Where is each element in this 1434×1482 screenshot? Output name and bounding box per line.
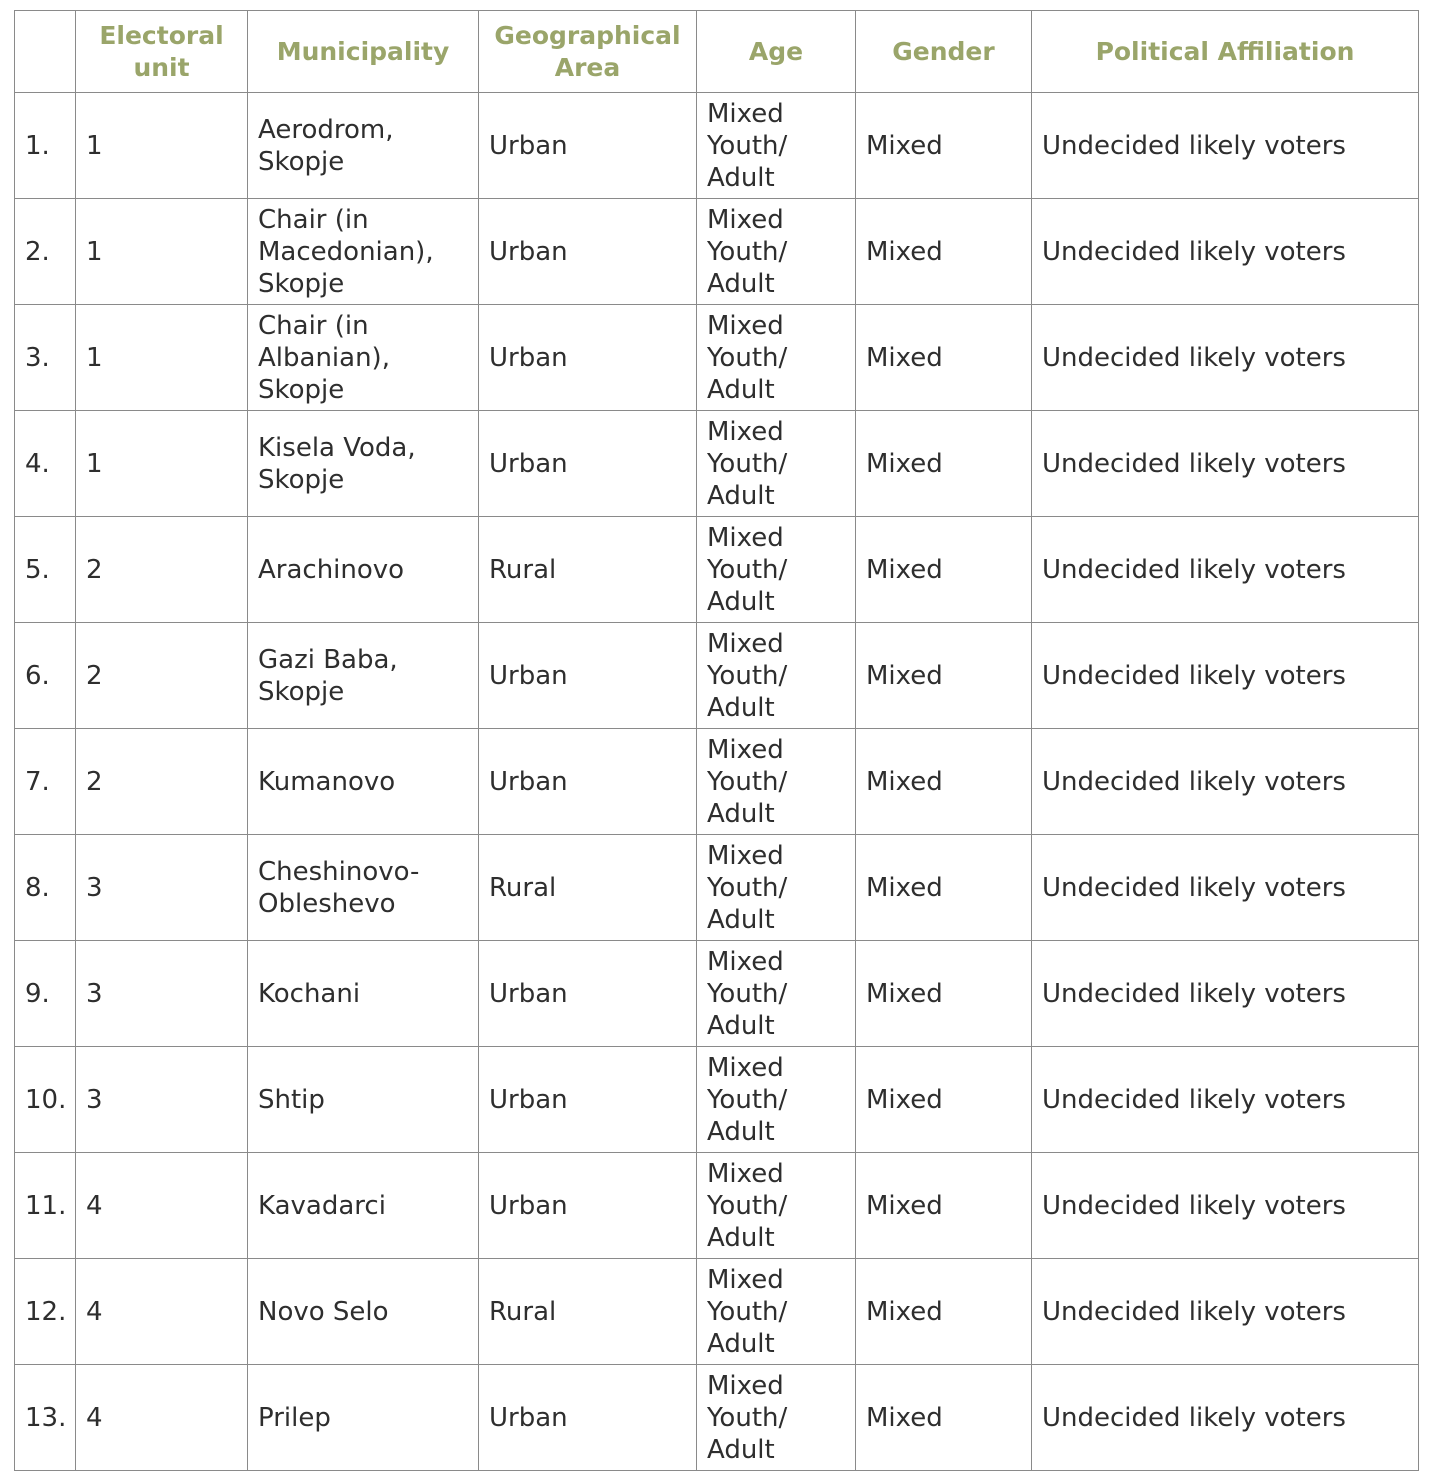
cell-number: 4. [15, 411, 76, 517]
cell-municipality: Kisela Voda, Skopje [248, 411, 479, 517]
table-row [15, 1365, 1419, 1471]
cell-political-affiliation: Undecided likely voters [1032, 517, 1419, 623]
cell-age [697, 1047, 856, 1153]
age-line-3: Adult [707, 904, 775, 935]
age-line-3: Adult [707, 1434, 775, 1465]
cell-number: 8. [15, 835, 76, 941]
cell-geographical-area: Urban [479, 1153, 697, 1259]
table-header-row [15, 11, 1419, 93]
cell-political-affiliation: Undecided likely voters [1032, 305, 1419, 411]
cell-number: 3. [15, 305, 76, 411]
table-row [15, 835, 1419, 941]
cell-gender: Mixed [856, 93, 1032, 199]
age-line-3: Adult [707, 1010, 775, 1041]
cell-municipality: Prilep [248, 1365, 479, 1471]
table-row [15, 941, 1419, 1047]
focus-group-table-container [14, 10, 1418, 1471]
cell-electoral-unit: 4 [76, 1259, 248, 1365]
cell-electoral-unit: 3 [76, 1047, 248, 1153]
cell-age [697, 93, 856, 199]
age-line-2: Youth/ [707, 660, 788, 691]
cell-electoral-unit: 4 [76, 1365, 248, 1471]
cell-political-affiliation: Undecided likely voters [1032, 1259, 1419, 1365]
cell-age [697, 1365, 856, 1471]
table-row [15, 199, 1419, 305]
age-line-1: Mixed [707, 840, 784, 871]
cell-electoral-unit: 3 [76, 941, 248, 1047]
cell-municipality: Shtip [248, 1047, 479, 1153]
cell-gender: Mixed [856, 1047, 1032, 1153]
cell-gender: Mixed [856, 411, 1032, 517]
cell-gender: Mixed [856, 623, 1032, 729]
age-line-3: Adult [707, 268, 775, 299]
age-line-1: Mixed [707, 1264, 784, 1295]
header-municipality: Municipality [248, 11, 479, 93]
header-geographical-area: Geographical Area [479, 11, 697, 93]
cell-electoral-unit: 2 [76, 517, 248, 623]
age-line-3: Adult [707, 162, 775, 193]
cell-geographical-area: Urban [479, 93, 697, 199]
cell-age [697, 1153, 856, 1259]
cell-gender: Mixed [856, 1153, 1032, 1259]
age-line-2: Youth/ [707, 978, 788, 1009]
cell-political-affiliation: Undecided likely voters [1032, 835, 1419, 941]
age-line-3: Adult [707, 798, 775, 829]
age-line-2: Youth/ [707, 1402, 788, 1433]
cell-electoral-unit: 1 [76, 93, 248, 199]
cell-municipality: Kochani [248, 941, 479, 1047]
cell-political-affiliation: Undecided likely voters [1032, 1365, 1419, 1471]
cell-gender: Mixed [856, 729, 1032, 835]
age-line-1: Mixed [707, 1052, 784, 1083]
cell-age [697, 199, 856, 305]
cell-gender: Mixed [856, 199, 1032, 305]
cell-political-affiliation: Undecided likely voters [1032, 941, 1419, 1047]
table-row [15, 93, 1419, 199]
age-line-2: Youth/ [707, 130, 788, 161]
age-line-1: Mixed [707, 310, 784, 341]
cell-gender: Mixed [856, 835, 1032, 941]
header-political-affiliation: Political Affiliation [1032, 11, 1419, 93]
age-line-3: Adult [707, 374, 775, 405]
cell-electoral-unit: 2 [76, 729, 248, 835]
age-line-3: Adult [707, 692, 775, 723]
age-line-1: Mixed [707, 204, 784, 235]
cell-number: 11. [15, 1153, 76, 1259]
cell-municipality: Kavadarci [248, 1153, 479, 1259]
cell-political-affiliation: Undecided likely voters [1032, 729, 1419, 835]
cell-geographical-area: Urban [479, 1047, 697, 1153]
cell-political-affiliation: Undecided likely voters [1032, 623, 1419, 729]
table-row [15, 1047, 1419, 1153]
cell-gender: Mixed [856, 1365, 1032, 1471]
focus-group-table [14, 10, 1419, 1471]
cell-gender: Mixed [856, 1259, 1032, 1365]
cell-geographical-area: Rural [479, 835, 697, 941]
age-line-1: Mixed [707, 416, 784, 447]
table-row [15, 1153, 1419, 1259]
cell-municipality: Chair (in Albanian), Skopje [248, 305, 479, 411]
cell-electoral-unit: 3 [76, 835, 248, 941]
age-line-2: Youth/ [707, 554, 788, 585]
cell-geographical-area: Rural [479, 517, 697, 623]
cell-age [697, 305, 856, 411]
age-line-2: Youth/ [707, 342, 788, 373]
cell-municipality: Arachinovo [248, 517, 479, 623]
cell-number: 1. [15, 93, 76, 199]
header-electoral-unit: Electoral unit [76, 11, 248, 93]
age-line-1: Mixed [707, 734, 784, 765]
cell-gender: Mixed [856, 517, 1032, 623]
table-row [15, 305, 1419, 411]
age-line-2: Youth/ [707, 766, 788, 797]
cell-municipality: Novo Selo [248, 1259, 479, 1365]
table-row [15, 1259, 1419, 1365]
cell-gender: Mixed [856, 305, 1032, 411]
cell-geographical-area: Urban [479, 623, 697, 729]
cell-age [697, 835, 856, 941]
cell-geographical-area: Urban [479, 1365, 697, 1471]
cell-number: 6. [15, 623, 76, 729]
cell-political-affiliation: Undecided likely voters [1032, 93, 1419, 199]
cell-number: 5. [15, 517, 76, 623]
cell-number: 7. [15, 729, 76, 835]
cell-age [697, 1259, 856, 1365]
cell-age [697, 517, 856, 623]
cell-municipality: Kumanovo [248, 729, 479, 835]
age-line-3: Adult [707, 480, 775, 511]
age-line-1: Mixed [707, 98, 784, 129]
age-line-2: Youth/ [707, 1296, 788, 1327]
age-line-1: Mixed [707, 946, 784, 977]
age-line-2: Youth/ [707, 236, 788, 267]
age-line-3: Adult [707, 1116, 775, 1147]
header-number [15, 11, 76, 93]
table-row [15, 729, 1419, 835]
cell-geographical-area: Urban [479, 941, 697, 1047]
age-line-3: Adult [707, 586, 775, 617]
cell-political-affiliation: Undecided likely voters [1032, 411, 1419, 517]
cell-political-affiliation: Undecided likely voters [1032, 1153, 1419, 1259]
cell-number: 9. [15, 941, 76, 1047]
cell-geographical-area: Urban [479, 729, 697, 835]
table-row [15, 411, 1419, 517]
cell-number: 2. [15, 199, 76, 305]
cell-age [697, 411, 856, 517]
cell-number: 10. [15, 1047, 76, 1153]
age-line-3: Adult [707, 1222, 775, 1253]
age-line-1: Mixed [707, 628, 784, 659]
age-line-1: Mixed [707, 1158, 784, 1189]
cell-geographical-area: Rural [479, 1259, 697, 1365]
cell-municipality: Aerodrom, Skopje [248, 93, 479, 199]
age-line-3: Adult [707, 1328, 775, 1359]
cell-gender: Mixed [856, 941, 1032, 1047]
header-age: Age [697, 11, 856, 93]
cell-age [697, 941, 856, 1047]
cell-electoral-unit: 1 [76, 199, 248, 305]
cell-electoral-unit: 1 [76, 411, 248, 517]
cell-geographical-area: Urban [479, 199, 697, 305]
cell-municipality: Cheshinovo-Obleshevo [248, 835, 479, 941]
cell-geographical-area: Urban [479, 305, 697, 411]
age-line-2: Youth/ [707, 1190, 788, 1221]
cell-geographical-area: Urban [479, 411, 697, 517]
age-line-2: Youth/ [707, 1084, 788, 1115]
age-line-2: Youth/ [707, 448, 788, 479]
age-line-2: Youth/ [707, 872, 788, 903]
cell-political-affiliation: Undecided likely voters [1032, 1047, 1419, 1153]
header-gender: Gender [856, 11, 1032, 93]
age-line-1: Mixed [707, 1370, 784, 1401]
cell-municipality: Chair (in Macedonian), Skopje [248, 199, 479, 305]
cell-electoral-unit: 2 [76, 623, 248, 729]
cell-municipality: Gazi Baba, Skopje [248, 623, 479, 729]
cell-electoral-unit: 4 [76, 1153, 248, 1259]
cell-number: 12. [15, 1259, 76, 1365]
cell-electoral-unit: 1 [76, 305, 248, 411]
cell-age [697, 729, 856, 835]
cell-age [697, 623, 856, 729]
cell-political-affiliation: Undecided likely voters [1032, 199, 1419, 305]
table-row [15, 623, 1419, 729]
table-row [15, 517, 1419, 623]
cell-number: 13. [15, 1365, 76, 1471]
age-line-1: Mixed [707, 522, 784, 553]
